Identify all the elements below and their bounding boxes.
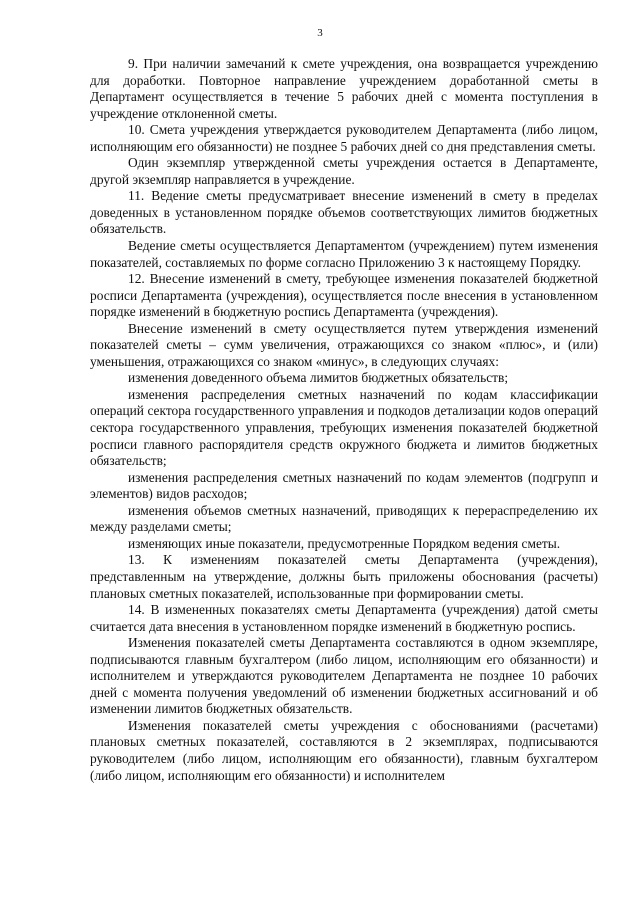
paragraph-14-department: Изменения показателей сметы Департамента составляются в одном экземпляре, подписываются главным бухгалтером (либо лицом, исполняющим его обязанности) и исполнителем и утверждаются руководителем Департамента не позднее 10 рабочих дней с момента получения уведомлений об изменении бюджетных ассигнований и об изменении лимитов бюджетных обязательств.	[90, 635, 598, 717]
paragraph-14-institution: Изменения показателей сметы учреждения с обоснованиями (расчетами) плановых сметных показателей, составляются в 2 экземплярах, подписываются руководителем (либо лицом, исполняющим его обязанности), главным бухгалтером (либо лицом, исполняющим его обязанности) и исполнителем	[90, 717, 598, 783]
paragraph-11: 11. Ведение сметы предусматривает внесение изменений в смету в пределах доведенных в установленном порядке объемов соответствующих лимитов бюджетных обязательств.	[90, 188, 598, 237]
paragraph-11-maintenance: Ведение сметы осуществляется Департаментом (учреждением) путем изменения показателей, составляемых по форме согласно Приложению 3 к настоящему Порядку.	[90, 238, 598, 270]
list-item-classification: изменения распределения сметных назначений по кодам классификации операций сектора государственного управления и подкодов детализации кодов операций сектора государственного управления, требующих изменения показателей бюджетной росписи главного распорядителя средств окружного бюджета и лимитов бюджетных обязательств;	[90, 386, 598, 469]
list-item-limits: изменения доведенного объема лимитов бюджетных обязательств;	[128, 370, 509, 386]
paragraph-10: 10. Смета учреждения утверждается руководителем Департамента (либо лицом, исполняющим его обязанности) не позднее 5 рабочих дней со дня представления сметы.	[90, 122, 598, 154]
paragraph-12: 12. Внесение изменений в смету, требующее изменения показателей бюджетной росписи Департамента (учреждения), осуществляется после внесения в установленном порядке изменений в бюджетную роспись Департамента (учреждения).	[90, 271, 598, 320]
list-item-expense-types: изменения распределения сметных назначений по кодам элементов (подгрупп и элементов) видов расходов;	[90, 469, 598, 502]
page-number: 3	[317, 27, 323, 39]
list-item-other: изменяющих иные показатели, предусмотренные Порядком ведения сметы.	[128, 535, 561, 551]
paragraph-10-copy: Один экземпляр утвержденной сметы учреждения остается в Департаменте, другой экземпляр направляется в учреждение.	[90, 155, 598, 187]
list-item-redistribution: изменения объемов сметных назначений, приводящих к перераспределению их между разделами сметы;	[90, 502, 598, 535]
paragraph-9: 9. При наличии замечаний к смете учреждения, она возвращается учреждению для доработки. Повторное направление учреждением доработанной сметы в Департамент осуществляется в течение 5 рабочих дней с момента поступления в учреждение отклоненной сметы.	[90, 56, 598, 121]
paragraph-12-changes: Внесение изменений в смету осуществляется путем утверждения изменений показателей сметы – сумм увеличения, отражающихся со знаком «плюс», и (или) уменьшения, отражающихся со знаком «минус», в следующих случаях:	[90, 320, 598, 369]
paragraph-13: 13. К изменениям показателей сметы Департамента (учреждения), представленным на утверждение, должны быть приложены обоснования (расчеты) плановых сметных показателей, использованные при формировании сметы.	[90, 552, 598, 601]
document-body	[90, 56, 598, 784]
paragraph-14: 14. В измененных показателях сметы Департамента (учреждения) датой сметы считается дата внесения в установленном порядке изменений в бюджетную роспись.	[90, 602, 598, 634]
